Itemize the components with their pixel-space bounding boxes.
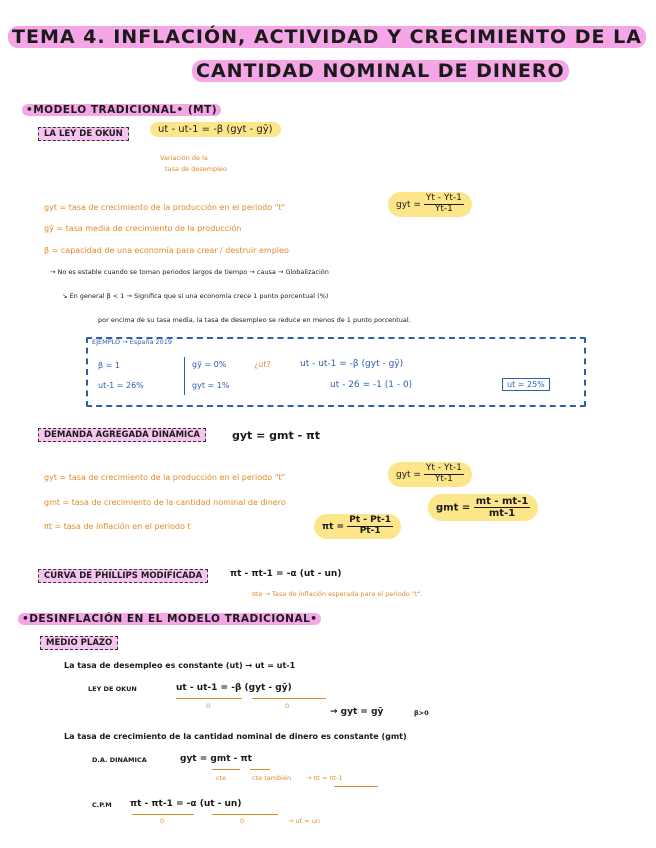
okun-zero-1: 0 — [206, 702, 211, 710]
okun-underline-2 — [252, 698, 326, 699]
da-dinamica-equation: gyt = gmt - πt — [232, 429, 320, 442]
phillips-tag: CURVA DE PHILLIPS MODIFICADA — [38, 569, 208, 583]
da-gyt-denominator: Yt-1 — [434, 473, 453, 484]
pit-numerator: Pt - Pt-1 — [349, 515, 392, 525]
gyt-formula-lhs: gyt = — [396, 199, 421, 210]
da-underline-1 — [212, 769, 240, 770]
medio-plazo-line-2: La tasa de crecimiento de la cantidad nominal de dinero es constante (gmt) — [64, 732, 407, 741]
example-question: ¿ut? — [254, 360, 271, 369]
example-result: ut = 25% — [502, 378, 550, 391]
gmt-denominator: mt-1 — [488, 508, 516, 519]
medio-plazo-okun-label: LEY DE OKUN — [88, 685, 137, 693]
gyt-definition: gyt = tasa de crecimiento de la producción en el periodo "t" — [44, 203, 286, 212]
pit-fraction — [347, 516, 393, 537]
medio-plazo-line-1: La tasa de desempleo es constante (ut) → ut = ut-1 — [64, 661, 296, 670]
example-eq2: ut - 26 = -1 (1 - 0) — [330, 380, 413, 390]
section-heading-text: •MODELO TRADICIONAL• (MT) — [22, 104, 221, 116]
okun-tag: LA LEY DE OKUN — [38, 127, 129, 141]
da-gyt-lhs: gyt = — [396, 469, 421, 480]
gyt-formula — [388, 192, 472, 217]
example-ut1: ut-1 = 26% — [98, 381, 144, 390]
example-label: EJEMPLO → España 2019 — [92, 338, 173, 346]
title-line-2 — [192, 60, 569, 82]
da-cte: cte — [216, 774, 227, 782]
da-gyt-numerator: Yt - Yt-1 — [425, 463, 462, 473]
title-line-2-text: CANTIDAD NOMINAL DE DINERO — [192, 60, 569, 82]
beta-definition: β = capacidad de una economía para crear / destruir empleo — [44, 246, 289, 255]
beta-note-1: → No es estable cuando se toman periodos largos de tiempo → causa → Globalización — [50, 268, 329, 276]
cpm-result: → ut = un — [288, 817, 320, 825]
section-heading-modelo-tradicional — [22, 104, 221, 116]
pit-formula — [314, 514, 401, 539]
da-gyt-formula — [388, 462, 472, 487]
cpm-eq: πt - πt-1 = -α (ut - un) — [130, 799, 242, 809]
da-gyt-fraction — [424, 464, 464, 485]
example-gybar: gȳ = 0% — [192, 360, 227, 369]
da-dinamica-tag: DEMANDA AGREGADA DINÁMICA — [38, 428, 206, 442]
gmt-formula — [428, 494, 538, 521]
gybar-definition: gȳ = tasa media de crecimiento de la producción — [44, 224, 242, 233]
okun-zero-2: 0 — [285, 702, 290, 710]
beta-positive: β>0 — [414, 709, 429, 717]
gyt-fraction — [424, 194, 464, 215]
okun-underline-1 — [176, 698, 242, 699]
cpm-zero-1: 0 — [160, 817, 165, 825]
gmt-numerator: mt - mt-1 — [475, 496, 529, 507]
phillips-equation: πt - πt-1 = -α (ut - un) — [230, 569, 342, 579]
desinflacion-heading-text: •DESINFLACIÓN EN EL MODELO TRADICIONAL• — [18, 613, 321, 625]
okun-equation — [150, 124, 281, 135]
pit-denominator: Pt-1 — [359, 525, 381, 536]
example-divider — [184, 357, 185, 395]
cpm-label: C.P.M — [92, 801, 112, 809]
da-arrow-result: → πt = πt-1 — [306, 774, 343, 782]
medio-plazo-okun-eq: ut - ut-1 = -β (gyt - gȳ) — [176, 683, 292, 693]
title-line-1-text: TEMA 4. INFLACIÓN, ACTIVIDAD Y CRECIMIENTO DE LA — [8, 26, 646, 48]
title-line-1 — [8, 26, 646, 48]
pit-lhs: πt = — [322, 521, 345, 532]
okun-result: → gyt = gȳ — [330, 707, 384, 717]
gyt-denominator: Yt-1 — [434, 203, 453, 214]
beta-note-3: por encima de su tasa media, la tasa de desempleo se reduce en menos de 1 punto porcentual. — [98, 316, 411, 324]
example-box — [86, 337, 586, 407]
okun-equation-text: ut - ut-1 = -β (gyt - gȳ) — [150, 122, 281, 137]
gyt-numerator: Yt - Yt-1 — [425, 193, 462, 203]
example-beta: β = 1 — [98, 361, 120, 370]
cpm-zero-2: 0 — [240, 817, 245, 825]
da-underline-2 — [250, 769, 270, 770]
medio-plazo-tag: MEDIO PLAZO — [40, 636, 118, 650]
cpm-underline-2 — [212, 814, 278, 815]
gmt-fraction — [474, 496, 531, 519]
okun-note-1: Variación de la — [160, 154, 208, 162]
da-result-underline — [334, 786, 378, 787]
phillips-note: πte → Tasa de inflación esperada para el periodo "t". — [252, 590, 423, 598]
section-heading-desinflacion — [18, 613, 321, 625]
da-gyt-definition: gyt = tasa de crecimiento de la producción en el periodo "t" — [44, 473, 286, 482]
pit-definition: πt = tasa de inflación en el periodo t — [44, 522, 191, 531]
okun-note-2: tasa de desempleo — [165, 165, 227, 173]
cpm-underline-1 — [132, 814, 194, 815]
example-eq1: ut - ut-1 = -β (gyt - gȳ) — [300, 359, 404, 369]
beta-note-2: ↘ En general β < 1 → Significa que si una economía crece 1 punto porcentual (%) — [62, 292, 329, 300]
da-eq: gyt = gmt - πt — [180, 754, 252, 764]
gmt-definition: gmt = tasa de crecimiento de la cantidad nominal de dinero — [44, 498, 286, 507]
example-gyt: gyt = 1% — [192, 381, 230, 390]
da-label: D.A. DINÁMICA — [92, 756, 147, 764]
da-cte-tambien: cte también — [252, 774, 292, 782]
gmt-lhs: gmt = — [436, 502, 471, 514]
